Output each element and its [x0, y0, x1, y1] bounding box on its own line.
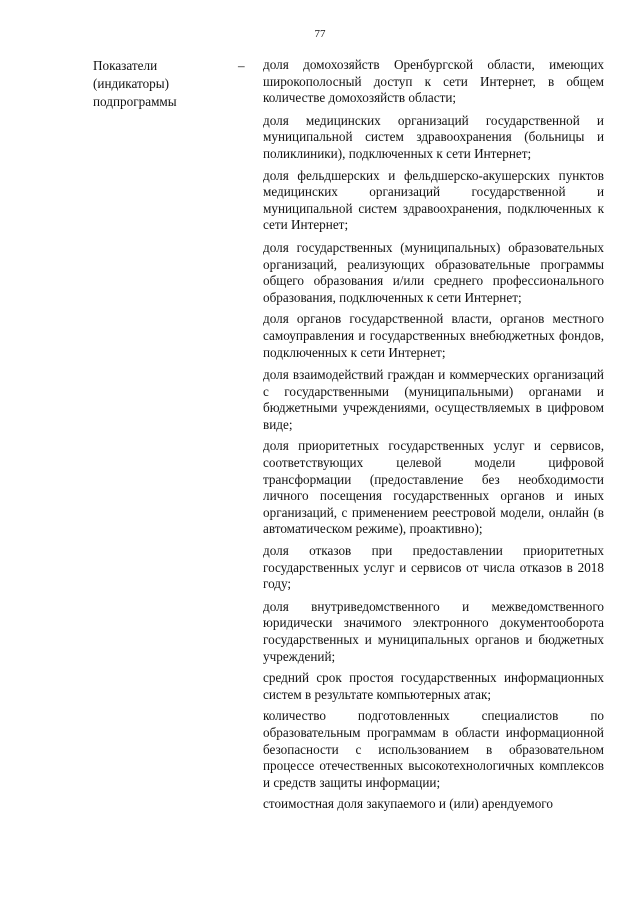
- indicator-item: доля домохозяйств Оренбургской области, имеющих широкополосный доступ к сети Интернет, в общем количестве домохозяйств области;: [263, 57, 604, 106]
- indicator-item: доля отказов при предоставлении приоритетных государственных услуг и сервисов от числа отказов в 2018 году;: [263, 543, 604, 592]
- dash-separator: –: [238, 58, 245, 73]
- indicator-item: количество подготовленных специалистов по образовательным программам в области информационной безопасности с использованием в образовательном процессе отечественных высокотехнологичных комплексов и средств защиты информации;: [263, 708, 604, 790]
- indicator-item: доля органов государственной власти, органов местного самоуправления и государственных внебюджетных фондов, подключенных к сети Интернет;: [263, 311, 604, 360]
- indicator-item: средний срок простоя государственных информационных систем в результате компьютерных атак;: [263, 670, 604, 702]
- label-line: Показатели: [93, 58, 158, 73]
- indicator-item: доля внутриведомственного и межведомственного юридически значимого электронного документооборота государственных и муниципальных органов и бюджетных учреждений;: [263, 598, 604, 664]
- indicator-item: доля фельдшерских и фельдшерско-акушерских пунктов медицинских организаций государственной и муниципальной систем здравоохранения, подключенных к сети Интернет;: [263, 167, 604, 233]
- indicator-item: доля государственных (муниципальных) образовательных организаций, реализующих образовательные программы общего образования и/или среднего профессионального образования, подключенных к сети Интернет;: [263, 239, 604, 305]
- page-number: 77: [314, 28, 326, 40]
- indicator-item: доля медицинских организаций государственной и муниципальной систем здравоохранения (больницы и поликлиники), подключенных к сети Интернет;: [263, 112, 604, 161]
- indicators-label: [93, 57, 223, 111]
- indicator-item: стоимостная доля закупаемого и (или) арендуемого: [263, 796, 553, 812]
- label-line: подпрограммы: [93, 94, 177, 109]
- indicator-item: доля приоритетных государственных услуг и сервисов, соответствующих целевой модели цифровой трансформации (предоставление без необходимости личного посещения государственных органов и иных организаций, с применением реестровой модели, онлайн (в автоматическом режиме), проактивно);: [263, 438, 604, 537]
- indicators-list: [263, 57, 604, 813]
- indicator-item: доля взаимодействий граждан и коммерческих организаций с государственными (муниципальными) органами и бюджетными учреждениями, осуществляемых в цифровом виде;: [263, 367, 604, 432]
- label-line: (индикаторы): [93, 76, 170, 91]
